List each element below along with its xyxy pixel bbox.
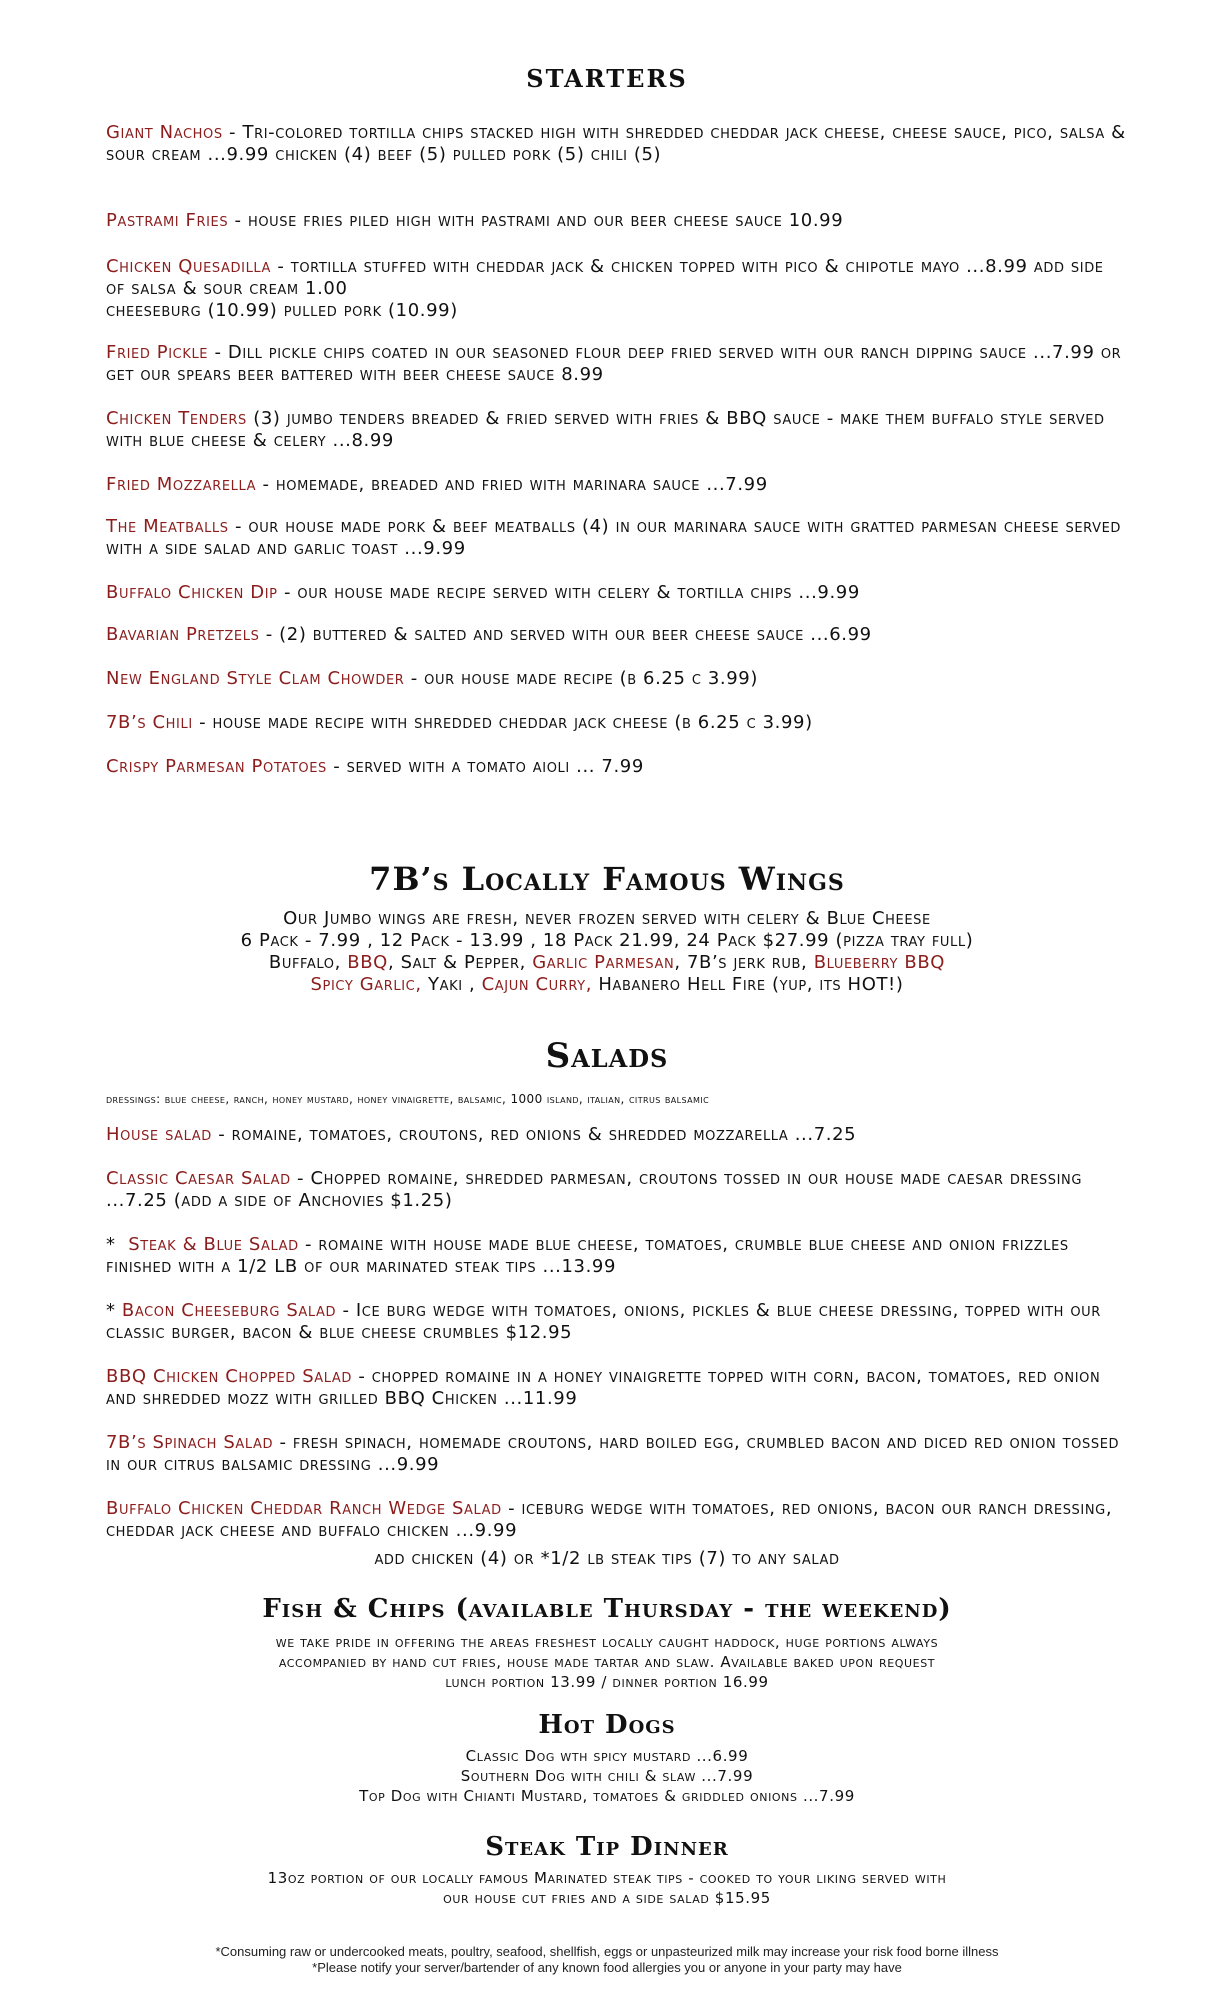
hot-dog-southern: Southern Dog with chili & slaw ...7.99 <box>460 1767 754 1785</box>
salad-description: - romaine with house made blue cheese, tomatoes, crumble blue cheese and onion frizzles finished with a 1/2 LB of our marinated steak tips ...13.99 <box>106 1234 1069 1277</box>
salad-name: BBQ Chicken Chopped Salad <box>106 1366 352 1387</box>
hot-dog-classic: Classic Dog wth spicy mustard ...6.99 <box>465 1747 749 1765</box>
salad-description: - chopped romaine in a honey vinaigrette topped with corn, bacon, tomatoes, red onion and shredded mozz with grilled BBQ Chicken ...11.99 <box>106 1366 1101 1409</box>
hot-dogs-heading: Hot Dogs <box>538 1710 676 1740</box>
fish-prices: lunch portion 13.99 / dinner portion 16.99 <box>445 1673 769 1691</box>
starter-name: New England Style Clam Chowder <box>106 668 405 689</box>
starter-item <box>106 122 1126 166</box>
wing-flavor-segment: Habanero Hell Fire (yup, its HOT!) <box>598 974 904 995</box>
salad-description: - Chopped romaine, shredded parmesan, croutons tossed in our house made caesar dressing ...7.25 (add a side of Anchovies $1.25) <box>106 1168 1083 1211</box>
salad-item <box>106 1168 1126 1212</box>
starter-description: - tortilla stuffed with cheddar jack & chicken topped with pico & chipotle mayo ...8.99 add side of salsa & sour cream 1.00 <box>106 256 1104 299</box>
salad-description: - fresh spinach, homemade croutons, hard boiled egg, crumbled bacon and diced red onion tossed in our citrus balsamic dressing ...9.99 <box>106 1432 1120 1475</box>
starter-description: - our house made pork & beef meatballs (4) in our marinara sauce with gratted parmesan cheese served with a side salad and garlic toast ...9.99 <box>106 516 1121 559</box>
salad-item <box>106 1366 1126 1410</box>
salad-prefix: * <box>106 1234 129 1255</box>
starter-name: Chicken Quesadilla <box>106 256 272 277</box>
starter-item <box>106 516 1126 560</box>
steak-line-2: our house cut fries and a side salad $15.95 <box>443 1889 771 1907</box>
wings-flavors-2 <box>0 974 1214 996</box>
fish-chips-description <box>0 1632 1214 1692</box>
salad-item <box>106 1498 1126 1542</box>
hot-dogs-list <box>0 1746 1214 1806</box>
salad-name: Buffalo Chicken Cheddar Ranch Wedge Salad <box>106 1498 502 1519</box>
disclaimer-raw-food: *Consuming raw or undercooked meats, poultry, seafood, shellfish, eggs or unpasteurized milk may increase your risk food borne illness <box>215 1944 999 1959</box>
starter-name: Fried Pickle <box>106 342 209 363</box>
starter-description: - Tri-colored tortilla chips stacked high with shredded cheddar jack cheese, cheese sauce, pico, salsa & sour cream ...9.99 chicken (4) beef (5) pulled pork (5) chili (5) <box>106 122 1126 165</box>
wing-flavor-segment: Garlic Parmesan <box>532 952 675 973</box>
wing-flavor-segment: Cajun Curry, <box>481 974 599 995</box>
starter-description: - (2) buttered & salted and served with our beer cheese sauce ...6.99 <box>259 624 872 645</box>
wing-flavor-segment: Buffalo, <box>268 952 348 973</box>
starter-name: Bavarian Pretzels <box>106 624 260 645</box>
fish-line-1: we take pride in offering the areas freshest locally caught haddock, huge portions always <box>275 1633 939 1651</box>
starter-item <box>106 624 1126 646</box>
wing-flavor-segment: , 7B’s jerk rub, <box>674 952 814 973</box>
starter-name: 7B’s Chili <box>106 712 193 733</box>
starter-description: - Dill pickle chips coated in our seasoned flour deep fried served with our ranch dipping sauce ...7.99 or get our spears beer battered with beer cheese sauce 8.99 <box>106 342 1122 385</box>
salad-name: Steak & Blue Salad <box>128 1234 299 1255</box>
starter-item <box>106 256 1126 322</box>
starter-description: (3) jumbo tenders breaded & fried served with fries & BBQ sauce - make them buffalo style served with blue cheese & celery ...8.99 <box>106 408 1105 451</box>
starter-description: - house made recipe with shredded cheddar jack cheese (b 6.25 c 3.99) <box>192 712 813 733</box>
wings-flavors-1 <box>0 952 1214 974</box>
starter-description: - served with a tomato aioli ... 7.99 <box>326 756 644 777</box>
wings-pack-prices: 6 Pack - 7.99 , 12 Pack - 13.99 , 18 Pack 21.99, 24 Pack $27.99 (pizza tray full) <box>240 930 974 951</box>
disclaimer-allergies: *Please notify your server/bartender of any known food allergies you or anyone in your party may have <box>312 1960 902 1975</box>
disclaimer <box>0 1944 1214 1976</box>
hot-dog-top: Top Dog with Chianti Mustard, tomatoes & griddled onions ...7.99 <box>359 1787 855 1805</box>
salad-description: - iceburg wedge with tomatoes, red onions, bacon our ranch dressing, cheddar jack cheese and buffalo chicken ...9.99 <box>106 1498 1113 1541</box>
starter-item <box>106 582 1126 604</box>
salad-prefix: * <box>106 1300 122 1321</box>
starter-name: The Meatballs <box>106 516 229 537</box>
starter-name: Chicken Tenders <box>106 408 247 429</box>
starter-description: - homemade, breaded and fried with marinara sauce ...7.99 <box>256 474 768 495</box>
salad-name: 7B’s Spinach Salad <box>106 1432 274 1453</box>
salad-item <box>106 1234 1126 1278</box>
fish-line-2: accompanied by hand cut fries, house made tartar and slaw. Available baked upon request <box>278 1653 936 1671</box>
starter-item <box>106 408 1126 452</box>
starter-item <box>106 342 1126 386</box>
starter-item <box>106 712 1126 734</box>
steak-line-1: 13oz portion of our locally famous Marinated steak tips - cooked to your liking served with <box>267 1869 947 1887</box>
salad-description: - Ice burg wedge with tomatoes, onions, pickles & blue cheese dressing, topped with our classic burger, bacon & blue cheese crumbles $12.95 <box>106 1300 1101 1343</box>
steak-tip-heading: Steak Tip Dinner <box>485 1832 729 1862</box>
salad-name: Bacon Cheeseburg Salad <box>121 1300 337 1321</box>
salad-name: Classic Caesar Salad <box>106 1168 291 1189</box>
steak-tip-description <box>0 1868 1214 1908</box>
starter-description: - our house made recipe (b 6.25 c 3.99) <box>404 668 758 689</box>
starter-name: Buffalo Chicken Dip <box>106 582 278 603</box>
starter-description: - our house made recipe served with celery & tortilla chips ...9.99 <box>277 582 860 603</box>
starter-item <box>106 756 1126 778</box>
salad-name: House salad <box>106 1124 212 1145</box>
fish-chips-heading: Fish & Chips (available Thursday - the weekend) <box>262 1594 952 1624</box>
wings-description <box>0 908 1214 996</box>
salad-item <box>106 1432 1126 1476</box>
starter-item <box>106 210 1126 232</box>
wings-line-1: Our Jumbo wings are fresh, never frozen served with celery & Blue Cheese <box>283 908 931 929</box>
starter-item <box>106 668 1126 690</box>
wing-flavor-segment: Spicy Garlic, <box>310 974 428 995</box>
starter-name: Crispy Parmesan Potatoes <box>106 756 327 777</box>
dressings-list: dressings: blue cheese, ranch, honey mustard, honey vinaigrette, balsamic, 1000 island, italian, citrus balsamic <box>106 1092 710 1106</box>
starter-name: Giant Nachos <box>106 122 223 143</box>
salad-addon: add chicken (4) or *1/2 lb steak tips (7) to any salad <box>374 1548 840 1569</box>
salad-item <box>106 1124 1126 1146</box>
starter-name: Pastrami Fries <box>106 210 229 231</box>
starter-description: - house fries piled high with pastrami and our beer cheese sauce 10.99 <box>228 210 844 231</box>
wing-flavor-segment: BBQ <box>347 952 388 973</box>
wings-heading: 7B’s Locally Famous Wings <box>369 860 845 898</box>
wing-flavor-segment: Yaki , <box>427 974 482 995</box>
salads-heading: Salads <box>545 1036 669 1076</box>
salad-item <box>106 1300 1126 1344</box>
salad-description: - romaine, tomatoes, croutons, red onions & shredded mozzarella ...7.25 <box>211 1124 857 1145</box>
wing-flavor-segment: Blueberry BBQ <box>813 952 946 973</box>
starter-item <box>106 474 1126 496</box>
wing-flavor-segment: , Salt & Pepper, <box>387 952 533 973</box>
starters-heading: starters <box>526 56 688 96</box>
starter-name: Fried Mozzarella <box>106 474 257 495</box>
starter-extra: cheeseburg (10.99) pulled pork (10.99) <box>106 300 458 321</box>
